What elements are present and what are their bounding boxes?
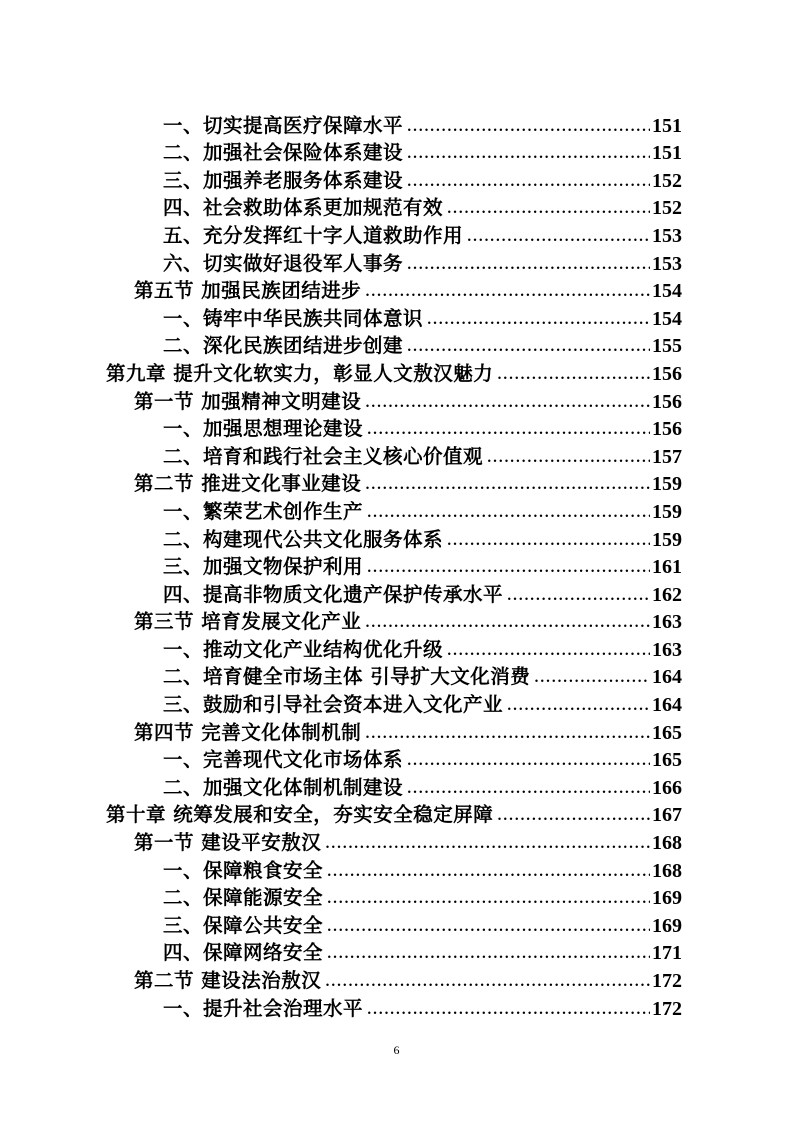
- toc-entry[interactable]: [106, 441, 682, 469]
- toc-entry-title: 二、培育健全市场主体 引导扩大文化消费: [163, 665, 531, 689]
- dot-leader: [427, 314, 650, 327]
- toc-entry[interactable]: [106, 634, 682, 662]
- toc-entry[interactable]: [106, 745, 682, 773]
- toc-entry[interactable]: [106, 965, 682, 993]
- dot-leader: [407, 783, 650, 796]
- toc-entry[interactable]: [106, 717, 682, 745]
- toc-entry-title: 第一节 加强精神文明建设: [134, 389, 362, 413]
- dot-leader: [367, 507, 650, 520]
- toc-entry-title: 二、加强社会保险体系建设: [163, 141, 404, 165]
- toc-entry[interactable]: [106, 331, 682, 359]
- toc-entry-title: 二、保障能源安全: [163, 886, 324, 910]
- toc-entry-page: 157: [652, 445, 682, 468]
- toc-entry-page: 167: [652, 804, 682, 827]
- dot-leader: [367, 562, 650, 575]
- toc-entry-page: 159: [652, 528, 682, 551]
- toc-entry-page: 168: [652, 859, 682, 882]
- toc-entry-title: 一、推动文化产业结构优化升级: [163, 637, 444, 661]
- toc-entry-title: 四、提高非物质文化遗产保护传承水平: [163, 582, 504, 606]
- toc-entry-title: 三、加强养老服务体系建设: [163, 168, 404, 192]
- toc-entry[interactable]: [106, 938, 682, 966]
- toc-entry-page: 152: [652, 169, 682, 192]
- toc-entry[interactable]: [106, 524, 682, 552]
- toc-entry[interactable]: [106, 579, 682, 607]
- dot-leader: [407, 259, 650, 272]
- page-number: 6: [393, 1043, 400, 1057]
- toc-entry-page: 159: [652, 500, 682, 523]
- toc-entry-page: 163: [652, 638, 682, 661]
- dot-leader: [407, 176, 650, 189]
- dot-leader: [367, 1004, 650, 1017]
- dot-leader: [507, 700, 650, 713]
- toc-entry[interactable]: [106, 827, 682, 855]
- toc-entry-page: 156: [652, 390, 682, 413]
- toc-entry-page: 172: [652, 997, 682, 1020]
- toc-entry-title: 二、深化民族团结进步创建: [163, 334, 404, 358]
- dot-leader: [407, 755, 650, 768]
- toc-entry[interactable]: [106, 855, 682, 883]
- toc-entry-title: 二、加强文化体制机制建设: [163, 775, 404, 799]
- toc-entry-page: 154: [652, 307, 682, 330]
- dot-leader: [534, 672, 650, 685]
- dot-leader: [365, 397, 650, 410]
- toc-entry-title: 三、加强文物保护利用: [163, 555, 364, 579]
- table-of-contents: [106, 110, 682, 1021]
- toc-entry[interactable]: [106, 165, 682, 193]
- toc-entry[interactable]: [106, 193, 682, 221]
- toc-entry-title: 一、铸牢中华民族共同体意识: [163, 306, 424, 330]
- toc-entry-title: 第九章 提升文化软实力，彰显人文敖汉魅力: [106, 361, 494, 385]
- toc-entry-title: 一、切实提高医疗保障水平: [163, 113, 404, 137]
- toc-entry[interactable]: [106, 248, 682, 276]
- toc-entry-title: 五、充分发挥红十字人道救助作用: [163, 223, 464, 247]
- toc-entry-title: 第二节 推进文化事业建设: [134, 472, 362, 496]
- toc-entry[interactable]: [106, 993, 682, 1021]
- toc-entry-page: 172: [652, 970, 682, 992]
- toc-entry-title: 一、完善现代文化市场体系: [163, 748, 404, 772]
- toc-entry[interactable]: [106, 607, 682, 635]
- toc-entry-page: 164: [652, 694, 682, 717]
- toc-entry-title: 一、保障粮食安全: [163, 858, 324, 882]
- toc-entry[interactable]: [106, 386, 682, 414]
- dot-leader: [407, 341, 650, 354]
- toc-entry-title: 第四节 完善文化体制机制: [134, 720, 362, 744]
- dot-leader: [497, 369, 650, 382]
- toc-entry-page: 159: [652, 473, 682, 496]
- toc-entry-page: 156: [652, 418, 682, 441]
- toc-entry[interactable]: [106, 358, 682, 386]
- toc-entry-title: 三、鼓励和引导社会资本进入文化产业: [163, 693, 504, 717]
- toc-entry[interactable]: [106, 110, 682, 138]
- toc-entry[interactable]: [106, 552, 682, 580]
- toc-entry-page: 154: [652, 280, 682, 303]
- toc-entry-title: 第一节 建设平安敖汉: [134, 831, 322, 855]
- dot-leader: [447, 535, 650, 548]
- toc-entry-page: 153: [652, 252, 682, 275]
- dot-leader: [497, 810, 650, 823]
- toc-entry[interactable]: [106, 772, 682, 800]
- toc-entry-title: 第十章 统筹发展和安全，夯实安全稳定屏障: [106, 803, 494, 827]
- toc-entry[interactable]: [106, 220, 682, 248]
- toc-entry-page: 171: [652, 942, 682, 965]
- dot-leader: [327, 866, 650, 879]
- dot-leader: [367, 424, 650, 437]
- toc-entry-page: 152: [652, 197, 682, 220]
- toc-entry-page: 166: [652, 776, 682, 799]
- toc-entry[interactable]: [106, 469, 682, 497]
- toc-entry-title: 三、保障公共安全: [163, 913, 324, 937]
- dot-leader: [447, 645, 650, 658]
- toc-entry[interactable]: [106, 800, 682, 828]
- dot-leader: [467, 231, 650, 244]
- toc-entry-page: 151: [652, 114, 682, 137]
- toc-entry-page: 153: [652, 224, 682, 247]
- toc-entry-page: 156: [652, 362, 682, 385]
- toc-entry-page: 164: [652, 666, 682, 689]
- toc-entry-title: 第二节 建设法治敖汉: [134, 969, 322, 992]
- toc-entry-page: 162: [652, 583, 682, 606]
- dot-leader: [407, 121, 650, 134]
- toc-entry-title: 四、保障网络安全: [163, 941, 324, 965]
- toc-entry-page: 151: [652, 142, 682, 165]
- toc-entry-title: 一、加强思想理论建设: [163, 417, 364, 441]
- toc-entry[interactable]: [106, 689, 682, 717]
- toc-entry-page: 169: [652, 887, 682, 910]
- toc-entry[interactable]: [106, 662, 682, 690]
- dot-leader: [365, 286, 650, 299]
- dot-leader: [325, 838, 650, 851]
- dot-leader: [365, 479, 650, 492]
- toc-entry-page: 161: [652, 556, 682, 579]
- dot-leader: [325, 976, 650, 989]
- toc-entry[interactable]: [106, 138, 682, 166]
- toc-entry-title: 二、构建现代公共文化服务体系: [163, 527, 444, 551]
- toc-entry-page: 168: [652, 832, 682, 855]
- toc-entry[interactable]: [106, 303, 682, 331]
- toc-entry[interactable]: [106, 883, 682, 911]
- toc-entry-title: 第三节 培育发展文化产业: [134, 610, 362, 634]
- toc-entry-title: 四、社会救助体系更加规范有效: [163, 196, 444, 220]
- toc-entry-page: 155: [652, 335, 682, 358]
- toc-entry[interactable]: [106, 496, 682, 524]
- toc-entry-page: 165: [652, 721, 682, 744]
- toc-entry-page: 163: [652, 611, 682, 634]
- toc-entry[interactable]: [106, 276, 682, 304]
- toc-entry-title: 六、切实做好退役军人事务: [163, 251, 404, 275]
- dot-leader: [327, 948, 650, 961]
- dot-leader: [365, 728, 650, 741]
- toc-entry-title: 第五节 加强民族团结进步: [134, 279, 362, 303]
- dot-leader: [365, 617, 650, 630]
- toc-entry-title: 一、繁荣艺术创作生产: [163, 499, 364, 523]
- dot-leader: [407, 148, 650, 161]
- dot-leader: [327, 921, 650, 934]
- dot-leader: [487, 452, 650, 465]
- toc-entry-title: 一、提升社会治理水平: [163, 996, 364, 1020]
- toc-entry[interactable]: [106, 414, 682, 442]
- dot-leader: [447, 203, 650, 216]
- toc-entry-page: 169: [652, 914, 682, 937]
- dot-leader: [507, 590, 650, 603]
- toc-entry-title: 二、培育和践行社会主义核心价值观: [163, 444, 484, 468]
- toc-entry[interactable]: [106, 910, 682, 938]
- toc-entry-page: 165: [652, 749, 682, 772]
- dot-leader: [327, 893, 650, 906]
